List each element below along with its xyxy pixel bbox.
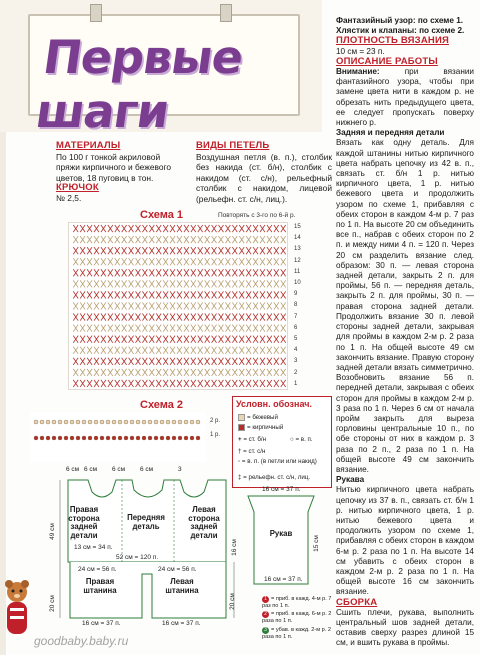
scheme1-row [73,336,285,343]
stitch-mark [76,420,80,424]
stitch-mark [130,436,134,440]
stitch-mark [160,420,164,424]
stitch-mark [184,420,188,424]
dim-height-leg-right: 20 см [228,593,236,610]
scheme1-row [73,269,285,276]
dim-sleeve-top: 16 см = 37 п. [262,486,301,493]
scheme1-row [73,380,285,387]
stitch-mark [88,420,92,424]
stitch-mark [106,420,110,424]
tabs-line: Хлястик и клапаны: по схеме 2. [336,26,465,36]
dim-height-total: 49 см [48,523,56,540]
stitch-mark [172,420,176,424]
scheme1-row [73,325,285,332]
scheme1-row-number: 5 [294,336,298,342]
note-badge-icon: 1 [262,596,269,603]
stitch-mark [118,420,122,424]
sc-symbol-icon: + [238,436,244,443]
stitch-mark [172,436,176,440]
stitch-mark [160,436,164,440]
scheme1-chart [68,222,288,390]
stitch-mark [178,420,182,424]
stitch-mark [190,436,194,440]
label-left-back: Левая сторона задней детали [188,505,220,540]
attention-note: Внимание: при вязании фантазийного узора, чтобы при замене цвета нити в каждом р. не обрезать нить предыдущего цвета, ее следует пропускать поверху нижнего р. [336,67,474,128]
scheme1-row-number: 8 [294,302,298,309]
stitch-mark [52,420,56,424]
legend-item-brick: = кирпичный [238,424,283,431]
stitch-mark [154,436,158,440]
dim-sleeve-mid: 15 см [312,535,320,552]
density-heading: ПЛОТНОСТЬ ВЯЗАНИЯ [336,35,450,47]
stitch-mark [166,420,170,424]
diagram-notes [262,596,336,640]
scheme1-row [73,347,285,354]
scheme1-row-number: 2 [294,369,298,376]
scheme1-row [73,358,285,365]
stitch-mark [70,420,74,424]
stitch-mark [94,420,98,424]
stitch-mark [148,420,152,424]
loops-text: Воздушная петля (в. п.), столбик без накида (ст. б/н), столбик с накидом (ст. с/н), рельефный столбик с накидом, лицевой (рельефн. ст. с/н, лиц.). [196,152,332,204]
scheme1-row [73,369,285,376]
stitch-mark [106,436,110,440]
legend-item-relief: ‡ = рельефн. ст. с/н, лиц. [238,474,311,481]
scheme1-row-number: 4 [294,347,298,354]
stitch-mark [142,436,146,440]
scheme1-row [73,236,285,243]
scheme2-row-2: 2 р. [210,418,221,424]
stitch-mark [196,436,200,440]
scheme1-row-number: 6 [294,324,298,331]
dim-sleeve-side: 16 см [230,539,238,556]
stitch-mark [82,436,86,440]
stitch-mark [46,420,50,424]
stitch-mark [34,420,38,424]
scheme1-row-number: 14 [294,235,301,242]
dim-leg-left: 24 см = 56 п. [78,566,117,573]
label-right-back: Правая сторона задней детали [68,505,100,540]
dim-leg-bottom-right: 16 см = 37 п. [162,620,201,627]
stitch-mark [34,436,38,440]
stitch-mark [82,420,86,424]
brick-swatch-icon [238,424,245,431]
scheme1-row-number: 10 [294,280,301,286]
stitch-mark [112,436,116,440]
dim-height-leg: 20 см [48,595,56,612]
stitch-mark [184,436,188,440]
stitch-mark [76,436,80,440]
stitch-mark [124,436,128,440]
note-badge-icon: 2 [262,611,269,618]
note-badge-icon: 3 [262,627,269,634]
watermark: goodbaby.baby.ru [34,634,129,648]
label-sleeve: Рукав [269,529,293,538]
work-heading: ОПИСАНИЕ РАБОТЫ [336,55,438,67]
scheme1-row [73,291,285,298]
stitch-mark [196,420,200,424]
label-right-leg: Правая штанина [83,577,117,595]
stitch-mark [58,420,62,424]
teddy-bear-icon [2,578,32,642]
clip-icon [90,4,102,22]
stitch-mark [124,420,128,424]
scheme2-chart [30,412,206,462]
legend-item-sc: + = ст. б/н [238,436,267,443]
stitch-mark [154,420,158,424]
clip-icon [220,4,232,22]
dim-chest: 52 см = 120 п. [116,554,159,561]
scheme1-row-number: 9 [294,291,298,298]
ch-loop-symbol-icon: ◦ [238,458,242,465]
density-value: 10 см = 23 п. [336,46,385,56]
hook-size: № 2,5. [56,193,82,203]
scheme2-title: Схема 2 [140,399,184,411]
assembly-text: Сшить плечи, рукава, выполнить центральный шов задней детали, оставив сверху разрез длиной 15 см, и вшить рукава в проймы. [336,607,474,648]
stitch-mark [58,436,62,440]
legend-item-ch: ○ = в. п. [290,436,313,443]
dim-mid-left: 13 см = 34 п. [74,544,113,551]
note-increase-4: 1 = приб. в кажд. 4-м р. 7 раз по 1 п. [262,596,332,609]
legend-item-ch-in-loop: ◦ = в. п. (в петли или накид) [238,458,317,465]
dim-leg-bottom-left: 16 см = 37 п. [82,620,121,627]
label-left-leg: Левая штанина [165,577,199,595]
page-title: Первые шаги [32,30,247,138]
materials-heading: МАТЕРИАЛЫ [56,140,121,151]
back-heading: Задняя и передняя детали [336,128,445,138]
label-front: Передняя деталь [127,513,165,531]
stitch-mark [166,436,170,440]
scheme1-row [73,280,285,287]
stitch-mark [94,436,98,440]
hook-heading: КРЮЧОК [56,182,99,193]
scheme1-row-number: 1 [294,380,298,387]
stitch-mark [70,436,74,440]
dim-sleeve-bottom: 16 см = 37 п. [264,576,303,583]
stitch-mark [40,420,44,424]
title-banner [0,0,322,138]
scheme1-row [73,314,285,321]
stitch-mark [190,420,194,424]
scheme1-row-number: 15 [294,224,301,230]
stitch-mark [88,436,92,440]
sleeve-heading: Рукава [336,475,365,485]
dim-leg-right: 24 см = 56 п. [158,566,197,573]
scheme1-row-number: 13 [294,246,301,253]
dc-symbol-icon: † [238,448,244,455]
stitch-mark [64,436,68,440]
scheme1-row [73,302,285,309]
beige-swatch-icon [238,414,245,421]
stitch-mark [136,420,140,424]
legend-item-beige: = бежевый [238,414,278,421]
sleeve-text: Нитью кирпичного цвета набрать цепочку из 37 в. п., связать ст. б/н 1 р. нитью кирпичного цвета, 1 р. нитью бежевого цвета и продолжить узором по схеме 1, прибавляя с обеих сторон в каждом 6-м р. 2 раза по 1 п. На высоте 14 см убавить с обеих сторон в каждом 2-м р. 2 раза по 1 п. На общей высоте 16 см закончить вязание. [336,485,474,597]
assembly-heading: СБОРКА [336,596,378,608]
scheme1-row-number: 12 [294,257,301,264]
stitch-mark [40,436,44,440]
scheme1-row [73,225,285,232]
loops-heading: ВИДЫ ПЕТЕЛЬ [196,140,270,151]
stitch-mark [52,436,56,440]
scheme1-title: Схема 1 [140,209,184,221]
scheme1-row-number: 3 [294,358,298,365]
pattern-line: Фантазийный узор: по схеме 1. [336,16,464,25]
scheme1-hint: Повторять с 3-го по 6-й р. [218,212,296,219]
dim-top-1: 6 см [66,466,80,473]
relief-symbol-icon: ‡ [238,474,244,481]
back-text: Вязать как одну деталь. Для каждой штанины нитью кирпичного цвета набрать цепочку из 42 в. п., связать ст. б/н 1 р. нитью кирпичного цвета, 1 р. нитью бежевого цвета и продолжить узором по схеме 1, прибавляя с обеих сторон в каждом 4-м р. 7 раз по 1 п. На высоте 20 см объединить все п., набрав с обеих сторон по 2 п. и между ними 4 п. = 120 п. Через 20 см разделить вязание след. образом: 30 п. — левая сторона задней детали, закрыть 2 п. для проймы, 56 п. — передняя деталь, закрыть 2 п. для проймы, 30 п. — правая сторона задней детали. Продолжить вязание 30 п. левой стороны задней детали, закрывая для проймы в каждом 2-м р. 2 раза по 1 п. На общей высоте 49 см закончить вязание. Правую сторону задней детали вязать симметрично. Возобновить вязание 56 п. передней детали, закрывая с обеих сторон для проймы в каждом 2-м р. 3 раза по 1 п. Через 6 см от начала пройм закрыть для выреза горловины центральные 10 п., по обе стороны от них в каждом р. 3 раза по 2 п., 2 раза по 1 п. На общей высоте 49 см закончить вязание. [336,138,474,474]
stitch-mark [148,436,152,440]
dim-top-4: 6 см [112,466,126,473]
scheme1-row [73,247,285,254]
stitch-mark [64,420,68,424]
stitch-mark [100,420,104,424]
stitch-mark [130,420,134,424]
stitch-mark [178,436,182,440]
dim-top-2: 6 см [84,466,98,473]
scheme1-row-number: 11 [294,268,301,275]
dim-top-5: 6 см [140,466,154,473]
scheme1-row-number: 7 [294,313,298,320]
stitch-mark [46,436,50,440]
right-column [336,16,474,649]
legend-title: Условн. обознач. [236,399,312,409]
stitch-mark [118,436,122,440]
chain-symbol-icon: ○ [290,436,296,443]
dim-top-7: 3 [178,466,182,473]
stitch-mark [100,436,104,440]
materials-text: По 100 г тонкой акриловой пряжи кирпичного и бежевого цветов, 18 пуговиц в тон. [56,152,172,183]
stitch-mark [112,420,116,424]
note-decrease-2: 3 = убав. в кажд. 2-м р. 2 раза по 1 п. [262,626,331,640]
stitch-mark [136,436,140,440]
note-increase-6: 2 = приб. в кажд. 6-м р. 2 раза по 1 п. [262,611,332,625]
scheme1-row [73,258,285,265]
legend-item-dc: † = ст. с/н [238,448,266,455]
scheme2-row-1: 1 р. [210,432,221,438]
stitch-mark [142,420,146,424]
